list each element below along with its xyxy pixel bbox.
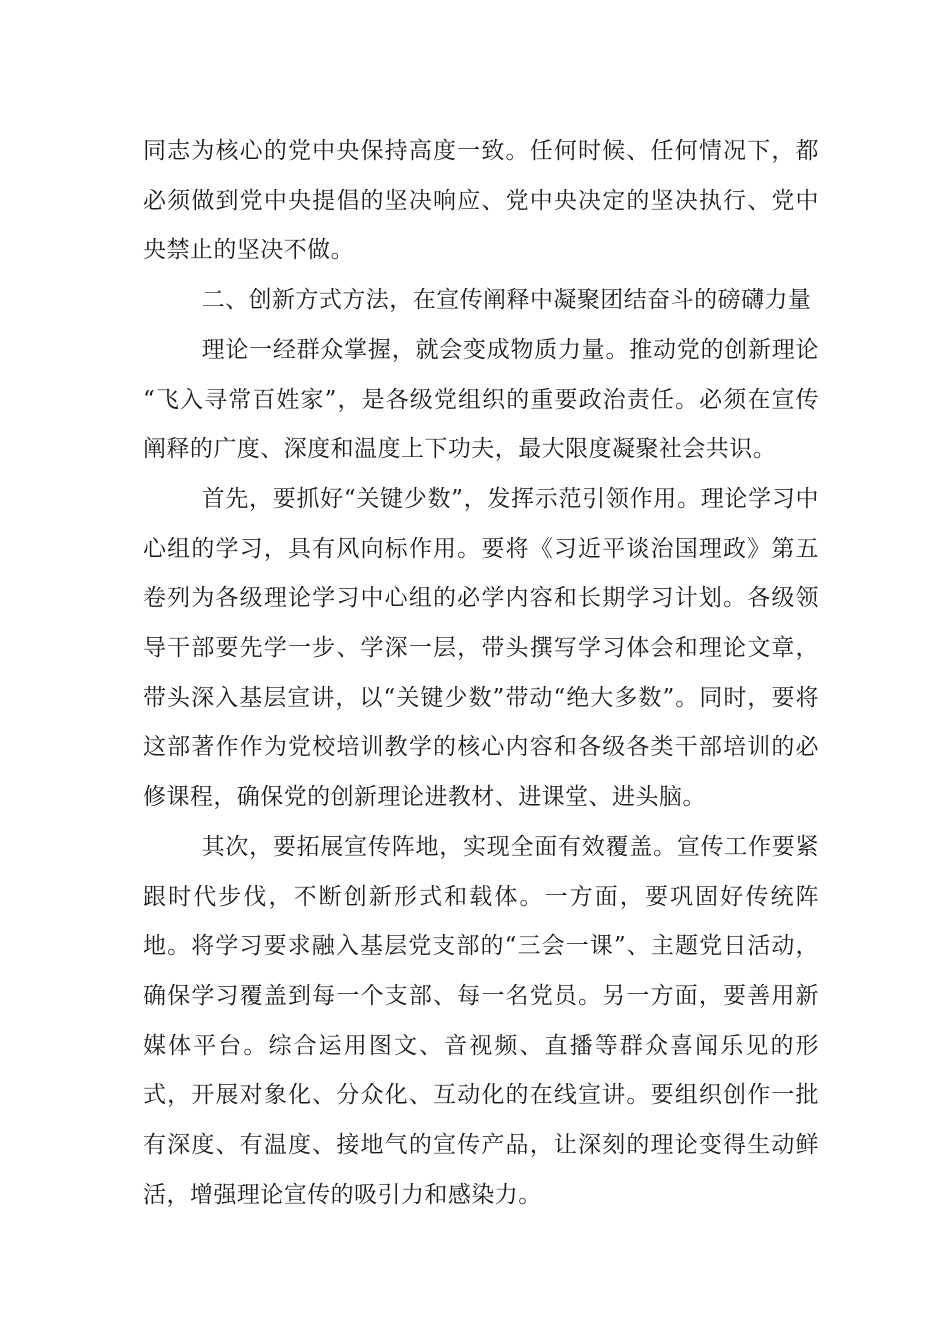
document-text-block — [143, 127, 819, 1220]
paragraph-theory-mass: 理论一经群众掌握，就会变成物质力量。推动党的创新理论“飞入寻常百姓家”，是各级党组织的重要政治责任。必须在宣传阐释的广度、深度和温度上下功夫，最大限度凝聚社会共识。 — [143, 336, 819, 463]
paragraph-first-key-minority: 首先，要抓好“关键少数”，发挥示范引领作用。理论学习中心组的学习，具有风向标作用。要将《习近平谈治国理政》第五卷列为各级理论学习中心组的必学内容和长期学习计划。各级领导干部要先学一步、学深一层，带头撰写学习体会和理论文章，带头深入基层宣讲，以“关键少数”带动“绝大多数”。同时，要将这部著作作为党校培训教学的核心内容和各级各类干部培训的必修课程，确保党的创新理论进教材、进课堂、进头脑。 — [143, 485, 819, 811]
paragraph-second-propaganda-positions: 其次，要拓展宣传阵地，实现全面有效覆盖。宣传工作要紧跟时代步伐，不断创新形式和载体。一方面，要巩固好传统阵地。将学习要求融入基层党支部的“三会一课”、主题党日活动，确保学习覆盖到每一个支部、每一名党员。另一方面，要善用新媒体平台。综合运用图文、音视频、直播等群众喜闻乐见的形式，开展对象化、分众化、互动化的在线宣讲。要组织创作一批有深度、有温度、接地气的宣传产品，让深刻的理论变得生动鲜活，增强理论宣传的吸引力和感染力。 — [143, 833, 819, 1208]
paragraph-continuation: 同志为核心的党中央保持高度一致。任何时候、任何情况下，都必须做到党中央提倡的坚决响应、党中央决定的坚决执行、党中央禁止的坚决不做。 — [143, 138, 819, 264]
section-heading-2: 二、创新方式方法，在宣传阐释中凝聚团结奋斗的磅礴力量 — [201, 287, 812, 314]
